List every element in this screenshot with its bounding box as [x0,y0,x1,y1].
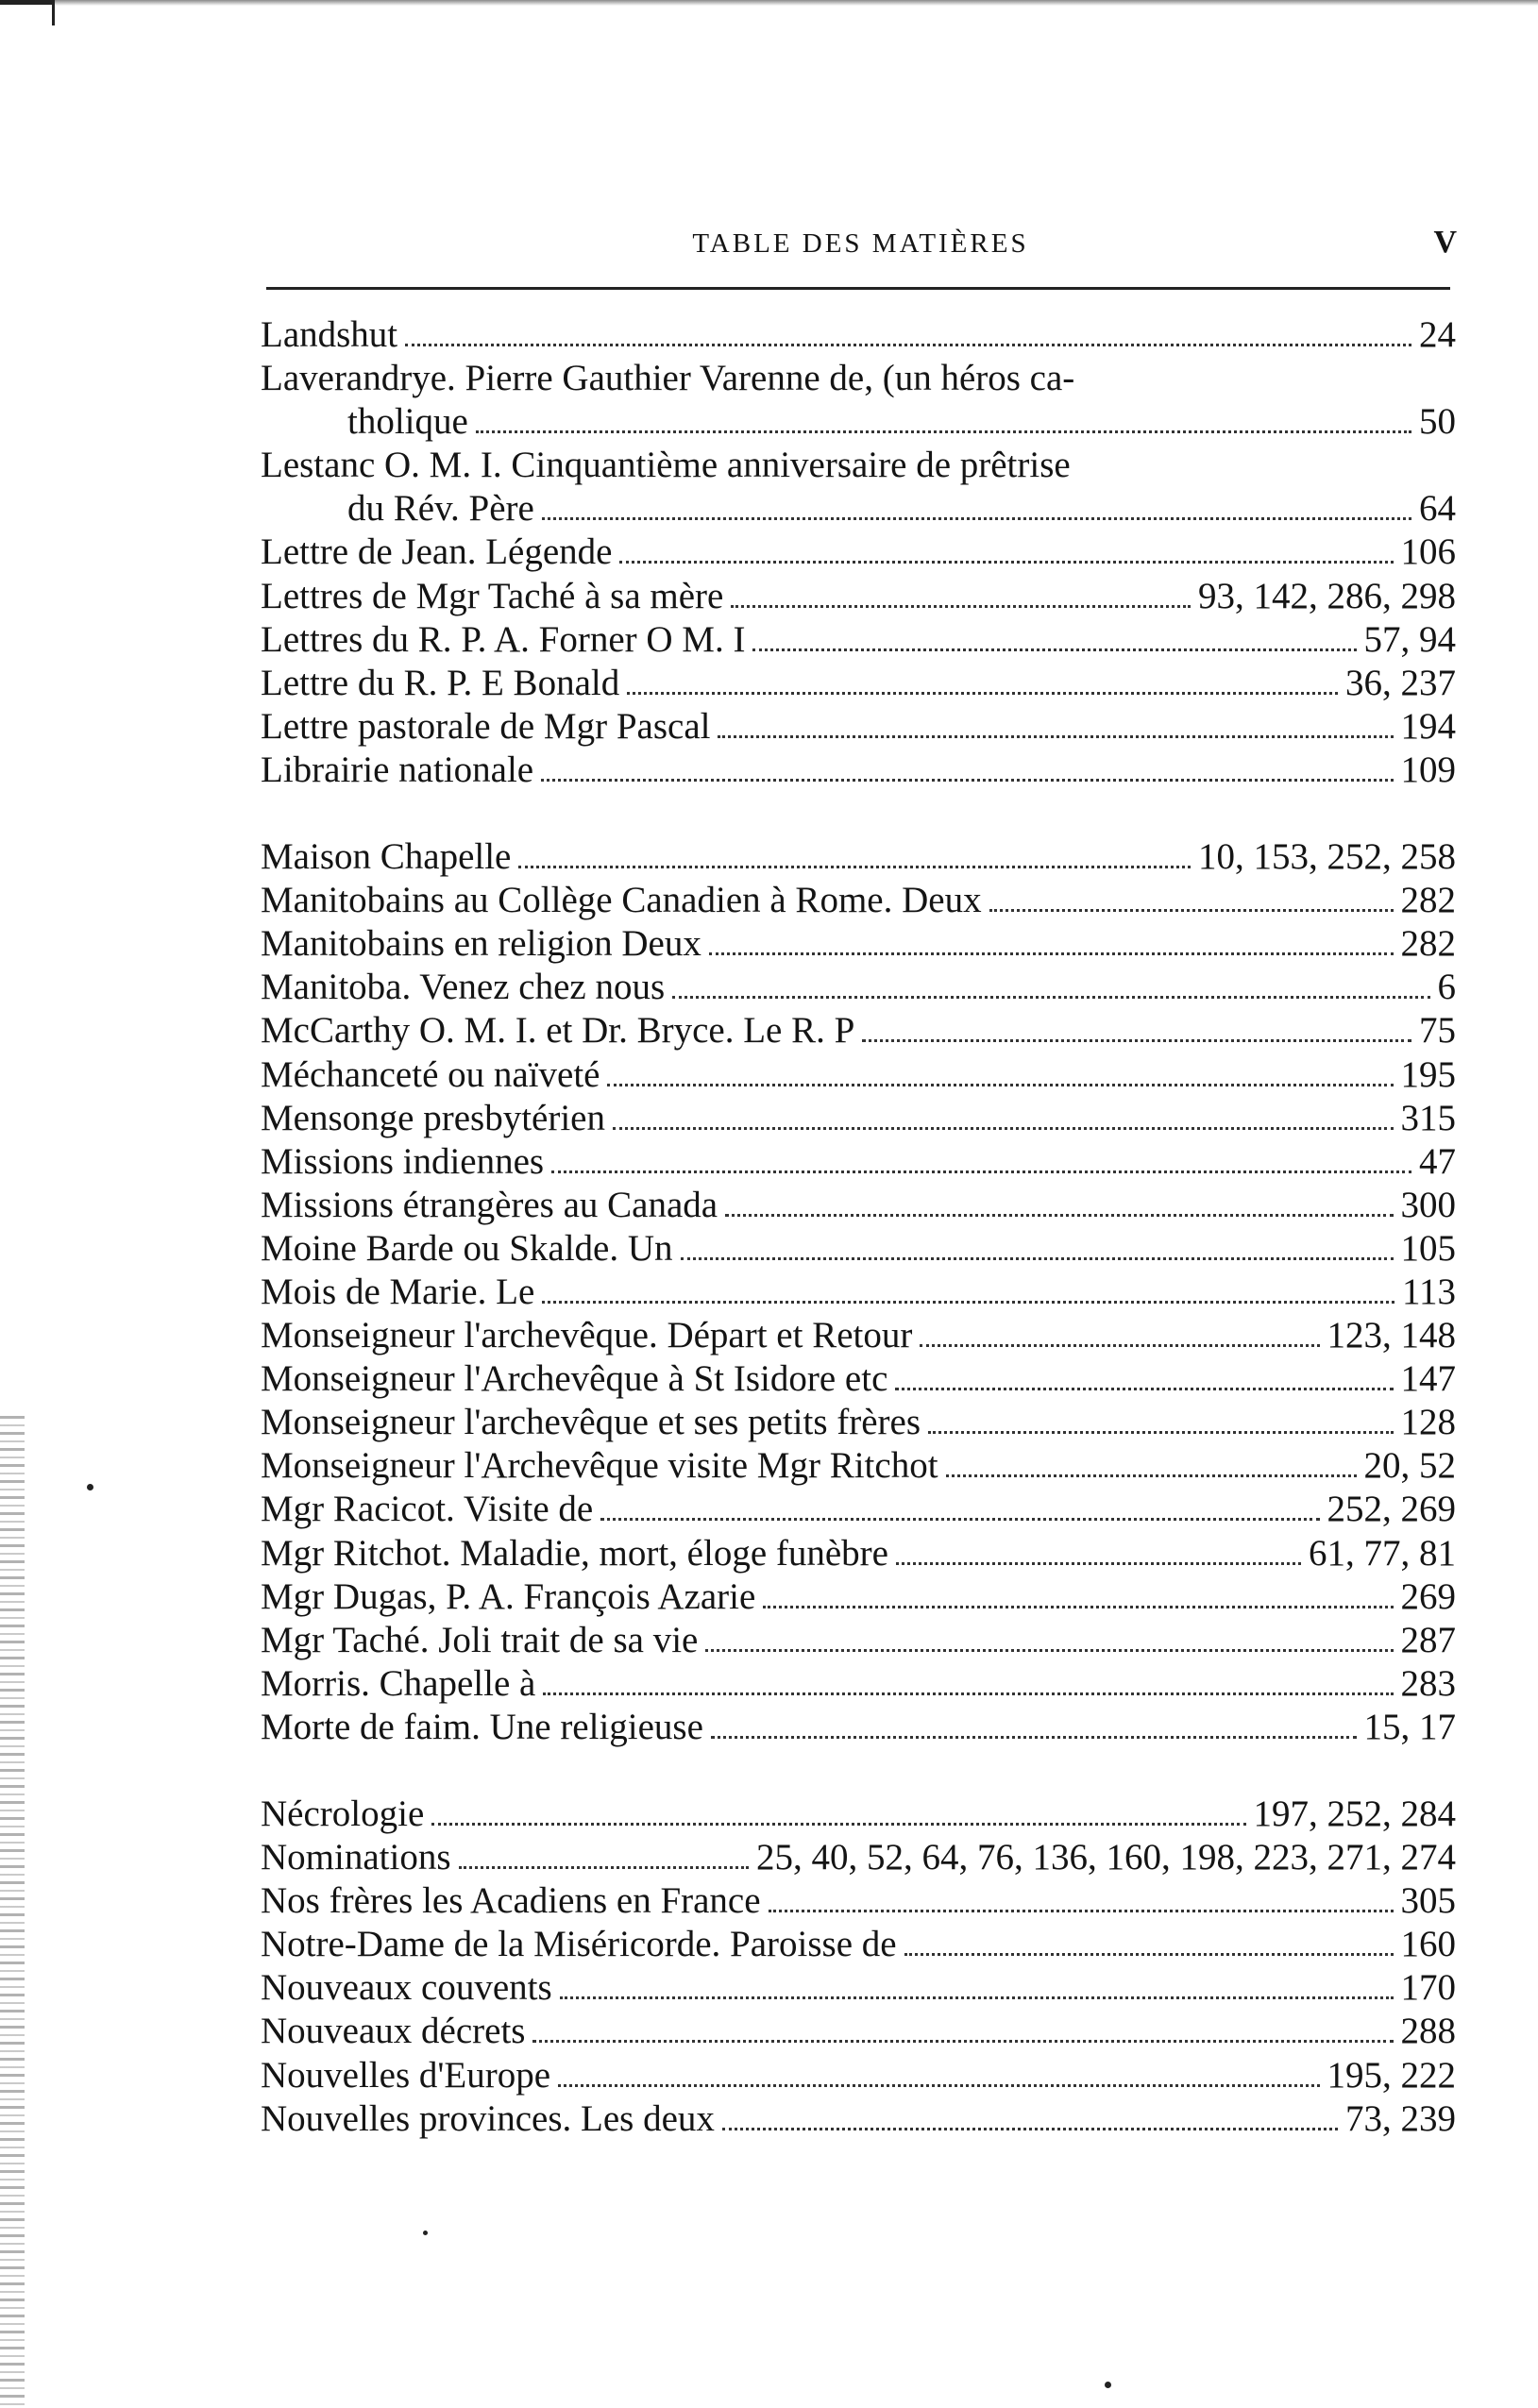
entry-pages: 123, 148 [1327,1315,1456,1356]
dot-leader [989,884,1394,912]
entry-title: Monseigneur l'Archevêque visite Mgr Ritchot [261,1445,938,1487]
entry-pages: 288 [1400,2011,1456,2052]
ink-speck [87,1484,93,1490]
index-entry [261,1619,1456,1662]
index-entry [261,618,1456,662]
entry-title: Librairie nationale [261,749,534,790]
entry-title: Méchanceté ou naïveté [261,1053,600,1095]
dot-leader [672,970,1429,999]
index-entry [261,1923,1456,1966]
index-entry [261,1966,1456,2010]
entry-title: Lettre pastorale de Mgr Pascal [261,705,711,747]
dot-leader [518,840,1191,868]
entry-pages: 6 [1437,967,1456,1008]
entry-title: Nos frères les Acadiens en France [261,1880,761,1922]
index-entry [261,835,1456,879]
entry-title: Nouveaux décrets [261,2011,526,2052]
dot-leader [607,1057,1393,1086]
entry-line [261,1271,1456,1314]
entry-line [261,1053,1456,1097]
entry-pages: 287 [1400,1619,1456,1660]
entry-pages: 73, 239 [1345,2097,1456,2139]
entry-line [261,1619,1456,1662]
entry-line [261,1097,1456,1140]
dot-leader [895,1362,1393,1390]
index-entry [261,1140,1456,1184]
entry-title: Lettres du R. P. A. Forner O M. I [261,618,746,660]
entry-title: Mensonge presbytérien [261,1097,605,1138]
dot-leader [763,1579,1393,1608]
entry-line [261,487,1456,530]
index-entry [261,1488,1456,1531]
entry-title: Mgr Ritchot. Maladie, mort, éloge funèbre [261,1532,888,1574]
entry-title: Manitobains au Collège Canadien à Rome. Deux [261,880,982,921]
dot-leader [542,1275,1394,1304]
index-entry [261,530,1456,574]
entry-pages: 195 [1400,1053,1456,1095]
index-entry [261,1009,1456,1052]
entry-title: Monseigneur l'Archevêque à St Isidore etc [261,1358,888,1400]
entry-pages: 20, 52 [1363,1445,1456,1487]
index-entry [261,2010,1456,2053]
dot-leader [920,1319,1319,1347]
index-entry [261,1184,1456,1227]
dot-leader [709,927,1394,955]
entry-title: McCarthy O. M. I. et Dr. Bryce. Le R. P [261,1010,855,1052]
dot-leader [405,318,1411,346]
entry-title: Nouvelles provinces. Les deux [261,2097,715,2139]
index-entry [261,966,1456,1009]
entry-line [261,2010,1456,2053]
entry-pages: 283 [1400,1662,1456,1704]
entry-pages: 106 [1400,531,1456,573]
entry-line [261,575,1456,618]
index-entry [261,1879,1456,1923]
entry-title: Mois de Marie. Le [261,1271,535,1312]
index-entry [261,879,1456,922]
entry-line [261,1140,1456,1184]
entry-line [261,1575,1456,1619]
entry-line [261,618,1456,662]
dot-leader [543,1667,1393,1695]
entry-pages: 109 [1400,749,1456,790]
entry-line [261,1879,1456,1923]
entry-line [261,1532,1456,1575]
entry-pages: 194 [1400,705,1456,747]
header-rule [266,287,1450,290]
index-entry [261,1271,1456,1314]
index-entry [261,2097,1456,2141]
entry-title-continuation: tholique [347,401,468,443]
entry-pages: 197, 252, 284 [1253,1793,1456,1834]
index-entry [261,749,1456,792]
entry-line [261,1923,1456,1966]
entry-line [261,1227,1456,1271]
entry-title: Mgr Racicot. Visite de [261,1489,594,1530]
entry-title: Nominations [261,1837,451,1878]
entry-line [261,1357,1456,1401]
dot-leader [928,1406,1393,1434]
entry-pages: 128 [1400,1402,1456,1443]
entry-line [261,1009,1456,1052]
entry-pages: 195, 222 [1327,2054,1456,2096]
entry-line [261,1401,1456,1444]
entry-pages: 24 [1419,314,1456,355]
dot-leader [769,1884,1394,1912]
ink-speck [1105,2382,1111,2388]
page-number: V [1433,225,1457,260]
entry-pages: 300 [1400,1184,1456,1225]
entry-line [261,313,1456,357]
entry-line [261,1966,1456,2010]
entry-pages: 305 [1400,1880,1456,1922]
entry-pages: 15, 17 [1363,1706,1456,1747]
entry-pages: 147 [1400,1358,1456,1400]
entry-line [261,922,1456,966]
entry-title: Nouvelles d'Europe [261,2054,551,2096]
entry-pages: 47 [1419,1140,1456,1182]
index-entry [261,705,1456,749]
entry-pages: 61, 77, 81 [1309,1532,1456,1574]
entry-line [261,835,1456,879]
index-entry [261,1314,1456,1357]
running-title: TABLE DES MATIÈRES [692,228,1029,259]
index-entry [261,662,1456,705]
entry-title: Lettre de Jean. Légende [261,531,613,573]
index-entry [261,1357,1456,1401]
dot-leader [431,1797,1245,1826]
entry-title: Laverandrye. Pierre Gauthier Varenne de, (un héros ca- [261,358,1075,399]
entry-pages: 64 [1419,488,1456,530]
index-entry [261,1097,1456,1140]
index-entry [261,575,1456,618]
dot-leader [711,1710,1357,1739]
entry-line [261,705,1456,749]
index-entry [261,1532,1456,1575]
dot-leader [722,2101,1338,2130]
entry-line [261,2097,1456,2141]
entry-line [261,1314,1456,1357]
entry-title: Mgr Taché. Joli trait de sa vie [261,1619,699,1660]
entry-title: Lettres de Mgr Taché à sa mère [261,575,724,616]
entry-pages: 93, 142, 286, 298 [1198,575,1456,616]
entry-title: Moine Barde ou Skalde. Un [261,1227,673,1269]
entry-pages: 113 [1401,1271,1456,1312]
page-left-edge [0,1416,25,2408]
entry-pages: 50 [1419,401,1456,443]
entry-title: Maison Chapelle [261,836,512,878]
dot-leader [613,1101,1394,1129]
index-entry [261,2054,1456,2097]
entry-title: Nécrologie [261,1793,425,1834]
entry-title: Monseigneur l'archevêque et ses petits frères [261,1402,921,1443]
entry-pages: 315 [1400,1097,1456,1138]
dot-leader [476,405,1411,433]
index-entry [261,1401,1456,1444]
dot-leader [600,1492,1319,1521]
index-group [261,1793,1456,2141]
entry-pages: 75 [1419,1010,1456,1052]
entry-line [261,1706,1456,1749]
page-top-edge [0,0,1538,6]
entry-pages: 160 [1400,1924,1456,1965]
index-entry [261,357,1456,444]
index-entry [261,1227,1456,1271]
dot-leader [718,710,1393,738]
entry-title-continuation: du Rév. Père [347,488,534,530]
entry-pages: 282 [1400,923,1456,965]
entry-line [261,1836,1456,1879]
dot-leader [541,753,1393,782]
entry-line [261,1793,1456,1836]
index-entry [261,1706,1456,1749]
dot-leader [558,2058,1319,2086]
index-entry [261,1444,1456,1488]
index-entry [261,922,1456,966]
dot-leader [542,492,1411,520]
dot-leader [946,1449,1357,1477]
dot-leader [731,579,1191,607]
ink-speck [423,2231,428,2235]
index-list [261,313,1456,2141]
dot-leader [725,1187,1393,1216]
entry-line [261,879,1456,922]
dot-leader [705,1623,1393,1651]
dot-leader [752,622,1356,650]
dot-leader [896,1536,1301,1564]
entry-line [261,749,1456,792]
dot-leader [681,1232,1394,1260]
entry-title: Morte de faim. Une religieuse [261,1706,703,1747]
corner-mark [0,0,55,25]
index-entry [261,1053,1456,1097]
entry-line [261,662,1456,705]
entry-pages: 105 [1400,1227,1456,1269]
entry-pages: 25, 40, 52, 64, 76, 136, 160, 198, 223, 271, 274 [756,1837,1456,1878]
dot-leader [619,535,1393,564]
dot-leader [532,2014,1393,2043]
entry-pages: 57, 94 [1363,618,1456,660]
entry-line [261,1488,1456,1531]
entry-title: Manitoba. Venez chez nous [261,967,666,1008]
dot-leader [551,1144,1411,1172]
entry-pages: 282 [1400,880,1456,921]
index-group [261,313,1456,792]
entry-title: Landshut [261,314,398,355]
dot-leader [904,1928,1394,1956]
entry-title: Mgr Dugas, P. A. François Azarie [261,1575,756,1617]
entry-line [261,1444,1456,1488]
entry-line [261,1184,1456,1227]
index-entry [261,1662,1456,1706]
entry-line [261,530,1456,574]
entry-pages: 170 [1400,1967,1456,2009]
entry-title: Monseigneur l'archevêque. Départ et Retour [261,1315,913,1356]
index-entry [261,1575,1456,1619]
entry-pages: 252, 269 [1327,1489,1456,1530]
entry-line [261,400,1456,444]
entry-line [261,1662,1456,1706]
entry-line [261,966,1456,1009]
index-entry [261,1836,1456,1879]
entry-title: Lestanc O. M. I. Cinquantième anniversaire de prêtrise [261,445,1071,486]
page-header [264,225,1457,262]
entry-title: Manitobains en religion Deux [261,923,701,965]
entry-title: Morris. Chapelle à [261,1662,536,1704]
entry-title: Notre-Dame de la Miséricorde. Paroisse de [261,1924,897,1965]
dot-leader [627,665,1338,694]
index-entry [261,1793,1456,1836]
index-group [261,835,1456,1749]
entry-title: Missions étrangères au Canada [261,1184,718,1225]
entry-line [261,2054,1456,2097]
index-entry [261,313,1456,357]
index-entry [261,444,1456,530]
dot-leader [862,1014,1411,1042]
entry-title: Missions indiennes [261,1140,545,1182]
dot-leader [459,1841,750,1869]
dot-leader [560,1971,1394,1999]
entry-pages: 269 [1400,1575,1456,1617]
entry-pages: 10, 153, 252, 258 [1198,836,1456,878]
entry-pages: 36, 237 [1345,662,1456,703]
entry-title: Lettre du R. P. E Bonald [261,662,620,703]
entry-title: Nouveaux couvents [261,1967,552,2009]
